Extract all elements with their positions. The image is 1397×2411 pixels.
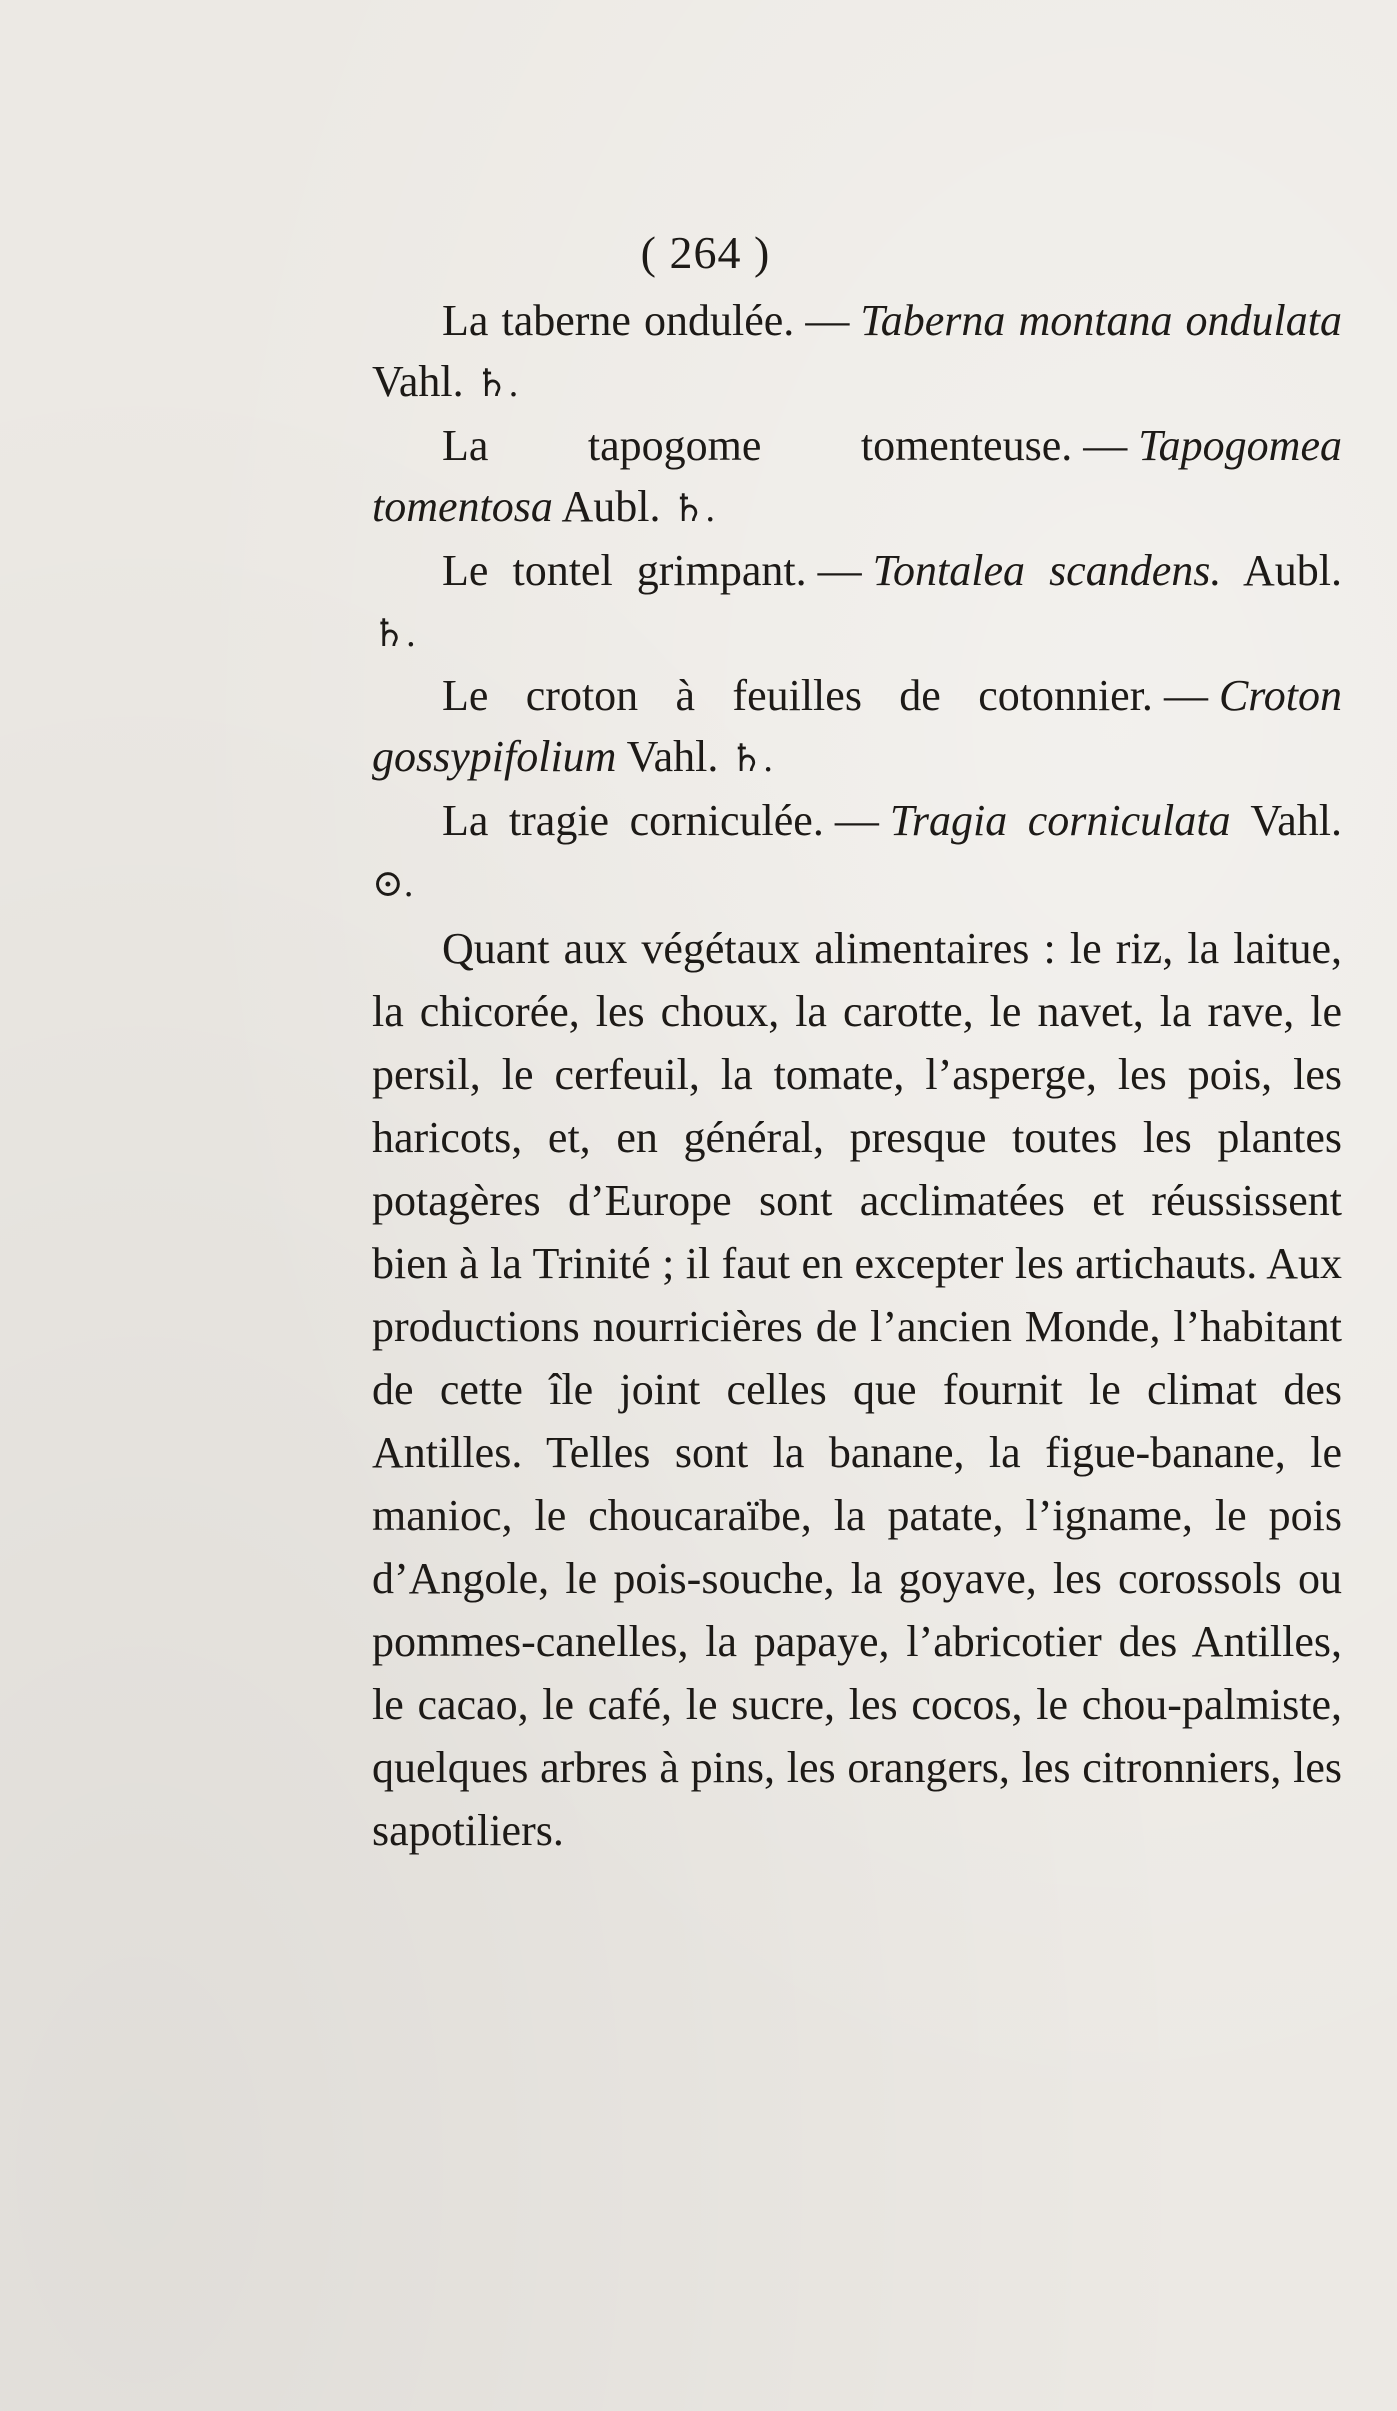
plant-type-symbol: ⊙. — [372, 863, 414, 905]
body-paragraph: Quant aux végétaux alimentaires : le riz, la laitue, la chicorée, les choux, la carotte, le navet, la rave, le persil, le cerfeuil, la tomate, l’asperge, les pois, les haricots, et, en général, presque toutes les plantes potagères d’Europe sont acclimatées et réussissent bien à la Trinité ; il faut en excepter les artichauts. Aux productions nourricières de l’ancien Monde, l’habitant de cette île joint celles que fournit le climat des Antilles. Telles sont la banane, la figue-banane, le manioc, le choucaraïbe, la patate, l’igname, le pois d’Angole, le pois-souche, la goyave, les corossols ou pommes-canelles, la papaye, l’abricotier des Antilles, le cacao, le café, le sucre, les cocos, le chou-palmiste, quelques arbres à pins, les orangers, les citronniers, les sapotiliers. — [372, 924, 1342, 1855]
french-name: La tapogome tomenteuse. — [442, 421, 1073, 470]
author-abbrev: Vahl. — [372, 357, 464, 406]
separator: — — [834, 796, 879, 845]
author-abbrev: Vahl. — [1250, 796, 1342, 845]
plant-type-symbol: ♄. — [474, 363, 519, 405]
french-name: La taberne ondulée. — [442, 296, 795, 345]
species-entry — [372, 790, 1342, 915]
plant-type-symbol: ♄. — [671, 488, 716, 530]
french-name: La tragie corniculée. — [442, 796, 824, 845]
separator: — — [1083, 421, 1128, 470]
french-name: Le croton à feuilles de cotonnier. — [442, 671, 1153, 720]
page-number: ( 264 ) — [640, 227, 771, 278]
separator: — — [805, 296, 850, 345]
french-name: Le tontel grimpant. — [442, 546, 807, 595]
species-entry — [372, 540, 1342, 665]
latin-name: Croton gossypifolium — [372, 671, 1342, 781]
plant-type-symbol: ♄. — [729, 738, 773, 780]
species-entry — [372, 415, 1342, 540]
author-abbrev: Aubl. — [561, 482, 661, 531]
text-block — [372, 290, 1342, 1862]
species-entry — [372, 665, 1342, 790]
separator: — — [1163, 671, 1208, 720]
separator: — — [817, 546, 862, 595]
author-abbrev: Vahl. — [626, 732, 719, 781]
latin-name: Tapogomea tomentosa — [372, 421, 1342, 531]
author-abbrev: Aubl. — [1243, 546, 1343, 595]
plant-type-symbol: ♄. — [372, 613, 416, 655]
latin-name: Taberna montana ondulata — [860, 296, 1342, 345]
latin-name: Tontalea scandens. — [872, 546, 1222, 595]
species-entry — [372, 290, 1342, 415]
latin-name: Tragia corniculata — [889, 796, 1231, 845]
